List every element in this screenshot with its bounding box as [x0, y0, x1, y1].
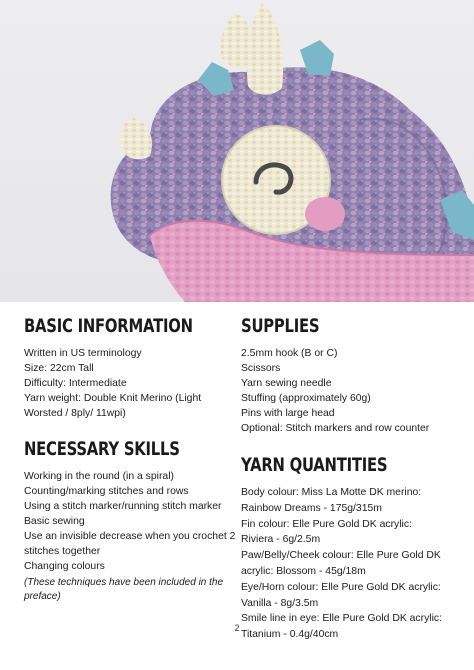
basic-information-line: Yarn weight: Double Knit Merino (Light	[24, 393, 202, 404]
amigurumi-dragon-image	[0, 0, 474, 302]
yarn-line: acrylic: Blossom - 45g/18m	[241, 565, 366, 577]
skill-line: Working in the round (in a spiral)	[24, 471, 174, 482]
necessary-skills-list	[24, 469, 236, 574]
skill-line: Using a stitch marker/running stitch marker	[24, 501, 222, 512]
left-column	[24, 314, 236, 604]
skills-note-line: (These techniques have been included in the	[24, 577, 224, 588]
supply-line: Stuffing (approximately 60g)	[241, 393, 371, 404]
supplies-heading: SUPPLIES	[241, 315, 320, 337]
basic-information-list	[24, 346, 229, 421]
basic-information-line: Written in US terminology	[24, 348, 142, 359]
right-column	[241, 314, 451, 643]
yarn-quantities-heading: YARN QUANTITIES	[241, 454, 388, 476]
yarn-line: Paw/Belly/Cheek colour: Elle Pure Gold DK	[241, 550, 441, 562]
basic-information-line: Worsted / 8ply/ 11wpi)	[24, 408, 126, 419]
skill-line: Use an invisible decrease when you crochet 2	[24, 531, 236, 542]
skills-note-line: preface)	[24, 591, 61, 602]
basic-information-line: Difficulty: Intermediate	[24, 378, 127, 389]
hero-photo	[0, 0, 474, 302]
skill-line: Changing colours	[24, 561, 105, 572]
yarn-line: Smile line in eye: Elle Pure Gold DK acrylic:	[241, 613, 442, 625]
page-number: 2	[234, 623, 240, 633]
supply-line: 2.5mm hook (B or C)	[241, 348, 338, 359]
basic-information-line: Size: 22cm Tall	[24, 363, 94, 374]
skill-line: stitches together	[24, 546, 101, 557]
yarn-line: Body colour: Miss La Motte DK merino:	[241, 487, 422, 498]
skill-line: Counting/marking stitches and rows	[24, 486, 189, 497]
supply-line: Yarn sewing needle	[241, 378, 332, 389]
yarn-quantities-list	[241, 485, 451, 643]
basic-information-heading: BASIC INFORMATION	[24, 315, 193, 337]
necessary-skills-heading: NECESSARY SKILLS	[24, 438, 180, 460]
yarn-line: Eye/Horn colour: Elle Pure Gold DK acrylic:	[241, 581, 441, 593]
supplies-list	[241, 346, 451, 436]
yarn-line: Riviera - 6g/2.5m	[241, 534, 321, 546]
supply-line: Optional: Stitch markers and row counter	[241, 423, 430, 434]
yarn-line: Titanium - 0.4g/40cm	[241, 629, 339, 641]
supply-line: Scissors	[241, 363, 281, 374]
yarn-line: Rainbow Dreams - 175g/315m	[241, 502, 382, 514]
skills-note	[24, 576, 229, 604]
skill-line: Basic sewing	[24, 516, 85, 527]
yarn-line: Vanilla - 8g/3.5m	[241, 597, 319, 609]
supply-line: Pins with large head	[241, 408, 335, 419]
yarn-line: Fin colour: Elle Pure Gold DK acrylic:	[241, 518, 412, 530]
